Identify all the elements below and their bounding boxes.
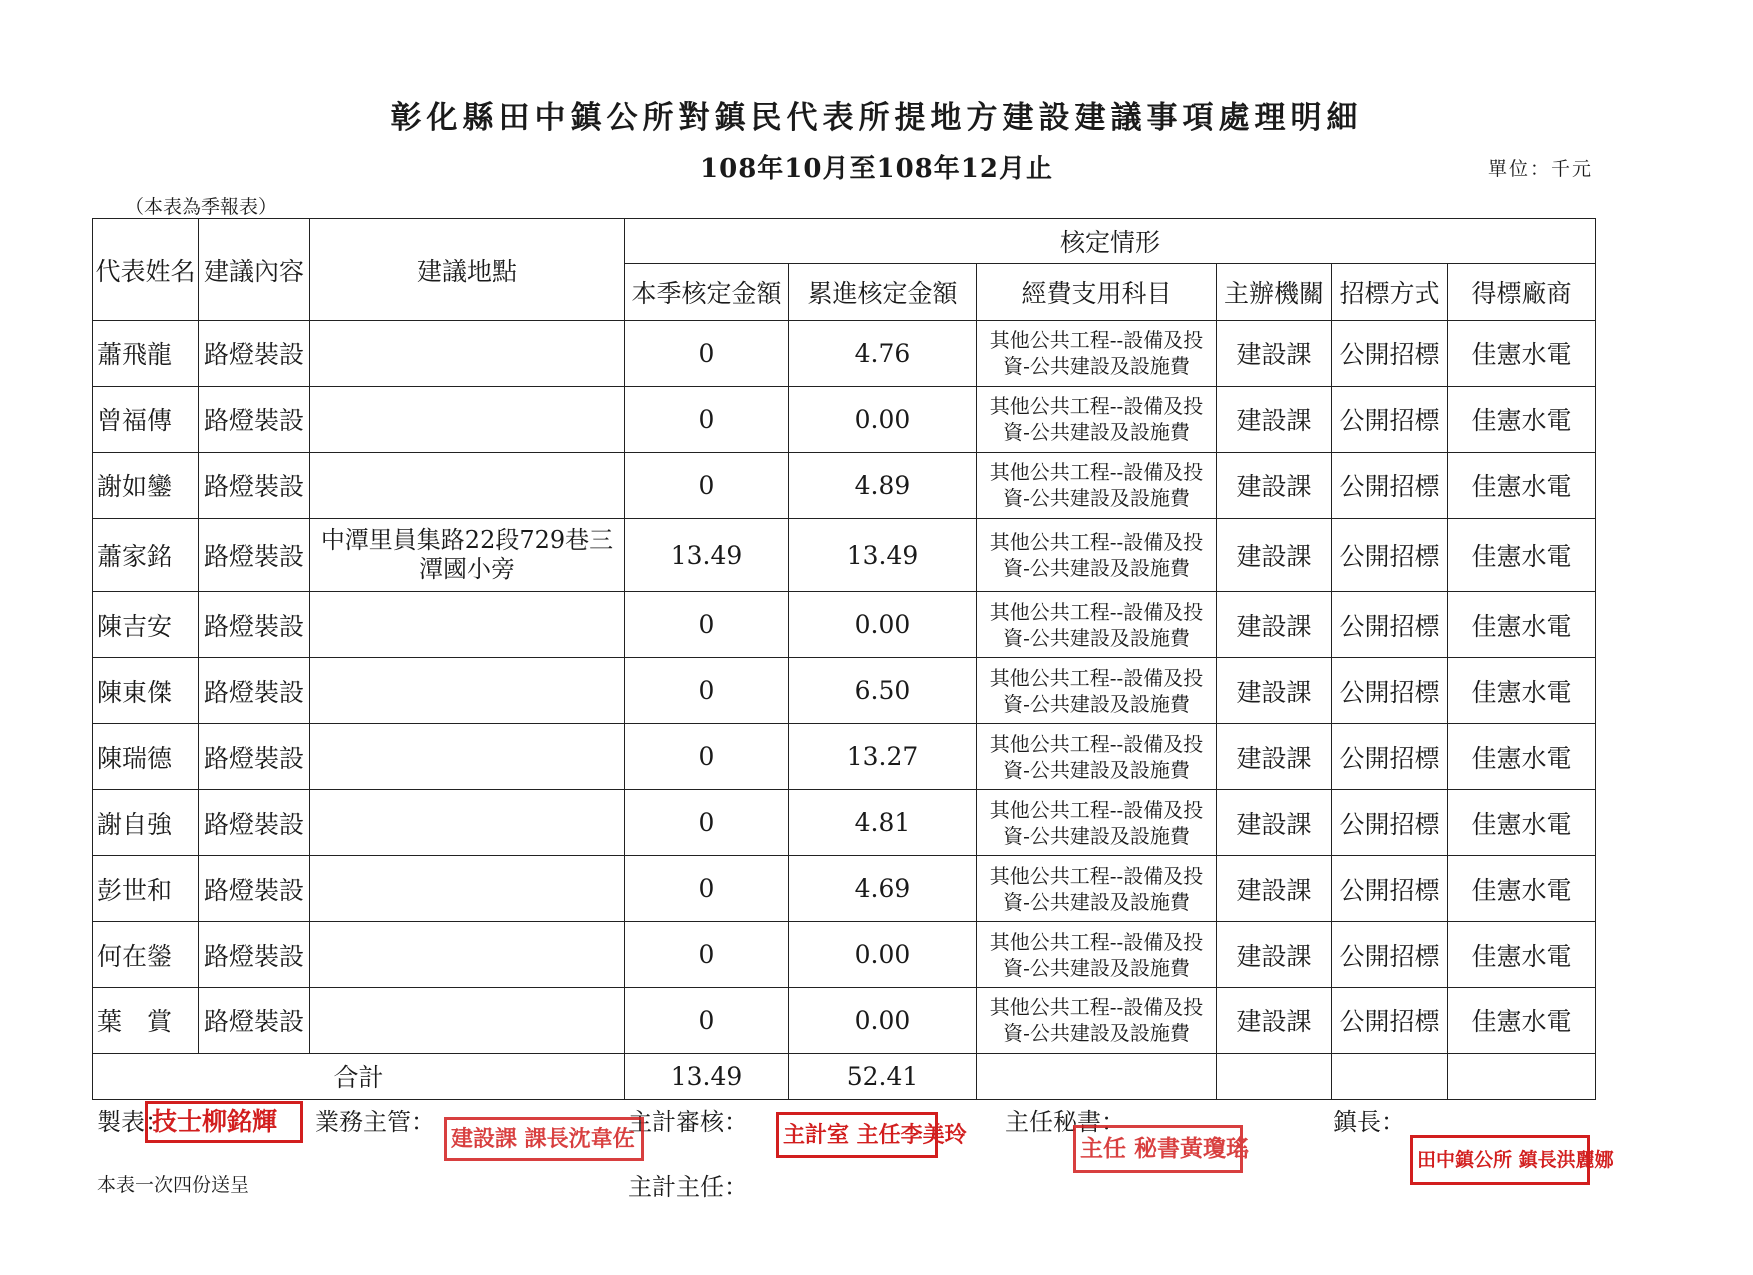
rep-name: 葉 賞 <box>93 987 199 1053</box>
cumulative-amount: 0.00 <box>789 987 977 1053</box>
contractor: 佳憲水電 <box>1448 321 1596 387</box>
cumulative-amount: 4.76 <box>789 321 977 387</box>
bidding-method: 公開招標 <box>1332 987 1448 1053</box>
bidding-method: 公開招標 <box>1332 452 1448 518</box>
proposal-content: 路燈裝設 <box>199 321 310 387</box>
bidding-method: 公開招標 <box>1332 790 1448 856</box>
agency: 建設課 <box>1217 790 1332 856</box>
table-row <box>93 987 1596 1053</box>
table-row <box>93 922 1596 988</box>
proposal-content: 路燈裝設 <box>199 922 310 988</box>
report-period: 108年10月至108年12月止 <box>700 154 1053 184</box>
proposal-content: 路燈裝設 <box>199 790 310 856</box>
proposal-location <box>310 987 625 1053</box>
header-content: 建議內容 <box>199 219 310 321</box>
contractor: 佳憲水電 <box>1448 856 1596 922</box>
proposal-location <box>310 724 625 790</box>
rep-name: 蕭家銘 <box>93 518 199 591</box>
quarter-amount: 0 <box>625 922 789 988</box>
total-empty-cell <box>1217 1053 1332 1099</box>
total-row <box>93 1053 1596 1099</box>
preparer-label: 製表： <box>97 1108 169 1136</box>
total-empty-cell <box>1448 1053 1596 1099</box>
cumulative-amount: 0.00 <box>789 592 977 658</box>
bidding-method: 公開招標 <box>1332 856 1448 922</box>
agency: 建設課 <box>1217 518 1332 591</box>
bidding-method: 公開招標 <box>1332 724 1448 790</box>
accounting-stamp: 主計室 主任李美玲 <box>776 1112 938 1158</box>
total-label: 合計 <box>93 1053 625 1099</box>
agency: 建設課 <box>1217 987 1332 1053</box>
cumulative-amount: 0.00 <box>789 386 977 452</box>
quarter-amount: 0 <box>625 658 789 724</box>
secretary-stamp: 主任 秘書黃瓊瑤 <box>1073 1125 1243 1173</box>
proposal-content: 路燈裝設 <box>199 452 310 518</box>
accounting-review-label: 主計審核： <box>628 1108 748 1136</box>
quarter-amount: 0 <box>625 452 789 518</box>
agency: 建設課 <box>1217 658 1332 724</box>
quarter-amount: 0 <box>625 321 789 387</box>
quarterly-note: （本表為季報表） <box>125 196 278 218</box>
total-empty-cell <box>1332 1053 1448 1099</box>
total-quarter-amount: 13.49 <box>625 1053 789 1099</box>
quarter-amount: 0 <box>625 592 789 658</box>
proposal-content: 路燈裝設 <box>199 987 310 1053</box>
proposal-location <box>310 592 625 658</box>
budget-item: 其他公共工程--設備及投資-公共建設及設施費 <box>977 790 1217 856</box>
proposal-location: 中潭里員集路22段729巷三潭國小旁 <box>310 518 625 591</box>
proposal-location <box>310 790 625 856</box>
proposal-content: 路燈裝設 <box>199 724 310 790</box>
table-row <box>93 518 1596 591</box>
bidding-method: 公開招標 <box>1332 321 1448 387</box>
table-row <box>93 658 1596 724</box>
budget-item: 其他公共工程--設備及投資-公共建設及設施費 <box>977 321 1217 387</box>
proposal-location <box>310 856 625 922</box>
cumulative-amount: 13.49 <box>789 518 977 591</box>
header-approval-group: 核定情形 <box>625 219 1596 264</box>
rep-name: 蕭飛龍 <box>93 321 199 387</box>
agency: 建設課 <box>1217 452 1332 518</box>
header-contractor: 得標廠商 <box>1448 264 1596 321</box>
cumulative-amount: 4.81 <box>789 790 977 856</box>
rep-name: 陳瑞德 <box>93 724 199 790</box>
proposal-content: 路燈裝設 <box>199 658 310 724</box>
preparer-stamp: 技士柳銘輝 <box>145 1101 303 1143</box>
table-row <box>93 724 1596 790</box>
quarter-amount: 0 <box>625 386 789 452</box>
supervisor-label: 業務主管： <box>315 1108 435 1136</box>
contractor: 佳憲水電 <box>1448 987 1596 1053</box>
proposal-location <box>310 922 625 988</box>
cumulative-amount: 4.89 <box>789 452 977 518</box>
agency: 建設課 <box>1217 724 1332 790</box>
agency: 建設課 <box>1217 856 1332 922</box>
bidding-method: 公開招標 <box>1332 518 1448 591</box>
rep-name: 陳東傑 <box>93 658 199 724</box>
proposal-content: 路燈裝設 <box>199 386 310 452</box>
cumulative-amount: 4.69 <box>789 856 977 922</box>
contractor: 佳憲水電 <box>1448 518 1596 591</box>
contractor: 佳憲水電 <box>1448 592 1596 658</box>
quarter-amount: 13.49 <box>625 518 789 591</box>
budget-item: 其他公共工程--設備及投資-公共建設及設施費 <box>977 724 1217 790</box>
contractor: 佳憲水電 <box>1448 452 1596 518</box>
mayor-label: 鎮長： <box>1333 1108 1405 1136</box>
unit-label: 單位：千元 <box>1488 158 1594 180</box>
cumulative-amount: 6.50 <box>789 658 977 724</box>
header-bidding: 招標方式 <box>1332 264 1448 321</box>
proposal-content: 路燈裝設 <box>199 592 310 658</box>
budget-item: 其他公共工程--設備及投資-公共建設及設施費 <box>977 592 1217 658</box>
proposal-location <box>310 386 625 452</box>
rep-name: 曾福傳 <box>93 386 199 452</box>
proposal-location <box>310 452 625 518</box>
bidding-method: 公開招標 <box>1332 386 1448 452</box>
budget-item: 其他公共工程--設備及投資-公共建設及設施費 <box>977 518 1217 591</box>
header-budget-item: 經費支用科目 <box>977 264 1217 321</box>
agency: 建設課 <box>1217 922 1332 988</box>
agency: 建設課 <box>1217 321 1332 387</box>
header-quarter-amount: 本季核定金額 <box>625 264 789 321</box>
chief-secretary-label: 主任秘書： <box>1005 1108 1125 1136</box>
table-row <box>93 452 1596 518</box>
bidding-method: 公開招標 <box>1332 922 1448 988</box>
quarter-amount: 0 <box>625 987 789 1053</box>
table-row <box>93 592 1596 658</box>
proposal-content: 路燈裝設 <box>199 518 310 591</box>
budget-item: 其他公共工程--設備及投資-公共建設及設施費 <box>977 856 1217 922</box>
contractor: 佳憲水電 <box>1448 386 1596 452</box>
agency: 建設課 <box>1217 592 1332 658</box>
cumulative-amount: 0.00 <box>789 922 977 988</box>
header-cumulative-amount: 累進核定金額 <box>789 264 977 321</box>
cumulative-amount: 13.27 <box>789 724 977 790</box>
report-title: 彰化縣田中鎮公所對鎮民代表所提地方建設建議事項處理明細 <box>390 100 1363 136</box>
rep-name: 何在鎣 <box>93 922 199 988</box>
proposal-location <box>310 321 625 387</box>
agency: 建設課 <box>1217 386 1332 452</box>
contractor: 佳憲水電 <box>1448 922 1596 988</box>
proposal-content: 路燈裝設 <box>199 856 310 922</box>
budget-item: 其他公共工程--設備及投資-公共建設及設施費 <box>977 922 1217 988</box>
mayor-stamp: 田中鎮公所 鎮長洪麗娜 <box>1410 1135 1590 1185</box>
header-name: 代表姓名 <box>93 219 199 321</box>
quarter-amount: 0 <box>625 790 789 856</box>
rep-name: 彭世和 <box>93 856 199 922</box>
rep-name: 謝自強 <box>93 790 199 856</box>
header-location: 建議地點 <box>310 219 625 321</box>
rep-name: 陳吉安 <box>93 592 199 658</box>
proposal-location <box>310 658 625 724</box>
quarter-amount: 0 <box>625 724 789 790</box>
budget-item: 其他公共工程--設備及投資-公共建設及設施費 <box>977 987 1217 1053</box>
table-row <box>93 386 1596 452</box>
accounting-director-label: 主計主任： <box>628 1173 748 1201</box>
contractor: 佳憲水電 <box>1448 658 1596 724</box>
total-cumulative-amount: 52.41 <box>789 1053 977 1099</box>
supervisor-stamp: 建設課 課長沈韋佐 <box>444 1117 644 1161</box>
rep-name: 謝如鑾 <box>93 452 199 518</box>
construction-items-table <box>92 218 1596 1100</box>
table-row <box>93 856 1596 922</box>
header-agency: 主辦機關 <box>1217 264 1332 321</box>
bidding-method: 公開招標 <box>1332 658 1448 724</box>
table-row <box>93 790 1596 856</box>
table-row <box>93 321 1596 387</box>
total-empty-cell <box>977 1053 1217 1099</box>
budget-item: 其他公共工程--設備及投資-公共建設及設施費 <box>977 386 1217 452</box>
copies-note: 本表一次四份送呈 <box>97 1174 250 1196</box>
quarter-amount: 0 <box>625 856 789 922</box>
budget-item: 其他公共工程--設備及投資-公共建設及設施費 <box>977 452 1217 518</box>
bidding-method: 公開招標 <box>1332 592 1448 658</box>
contractor: 佳憲水電 <box>1448 724 1596 790</box>
budget-item: 其他公共工程--設備及投資-公共建設及設施費 <box>977 658 1217 724</box>
contractor: 佳憲水電 <box>1448 790 1596 856</box>
